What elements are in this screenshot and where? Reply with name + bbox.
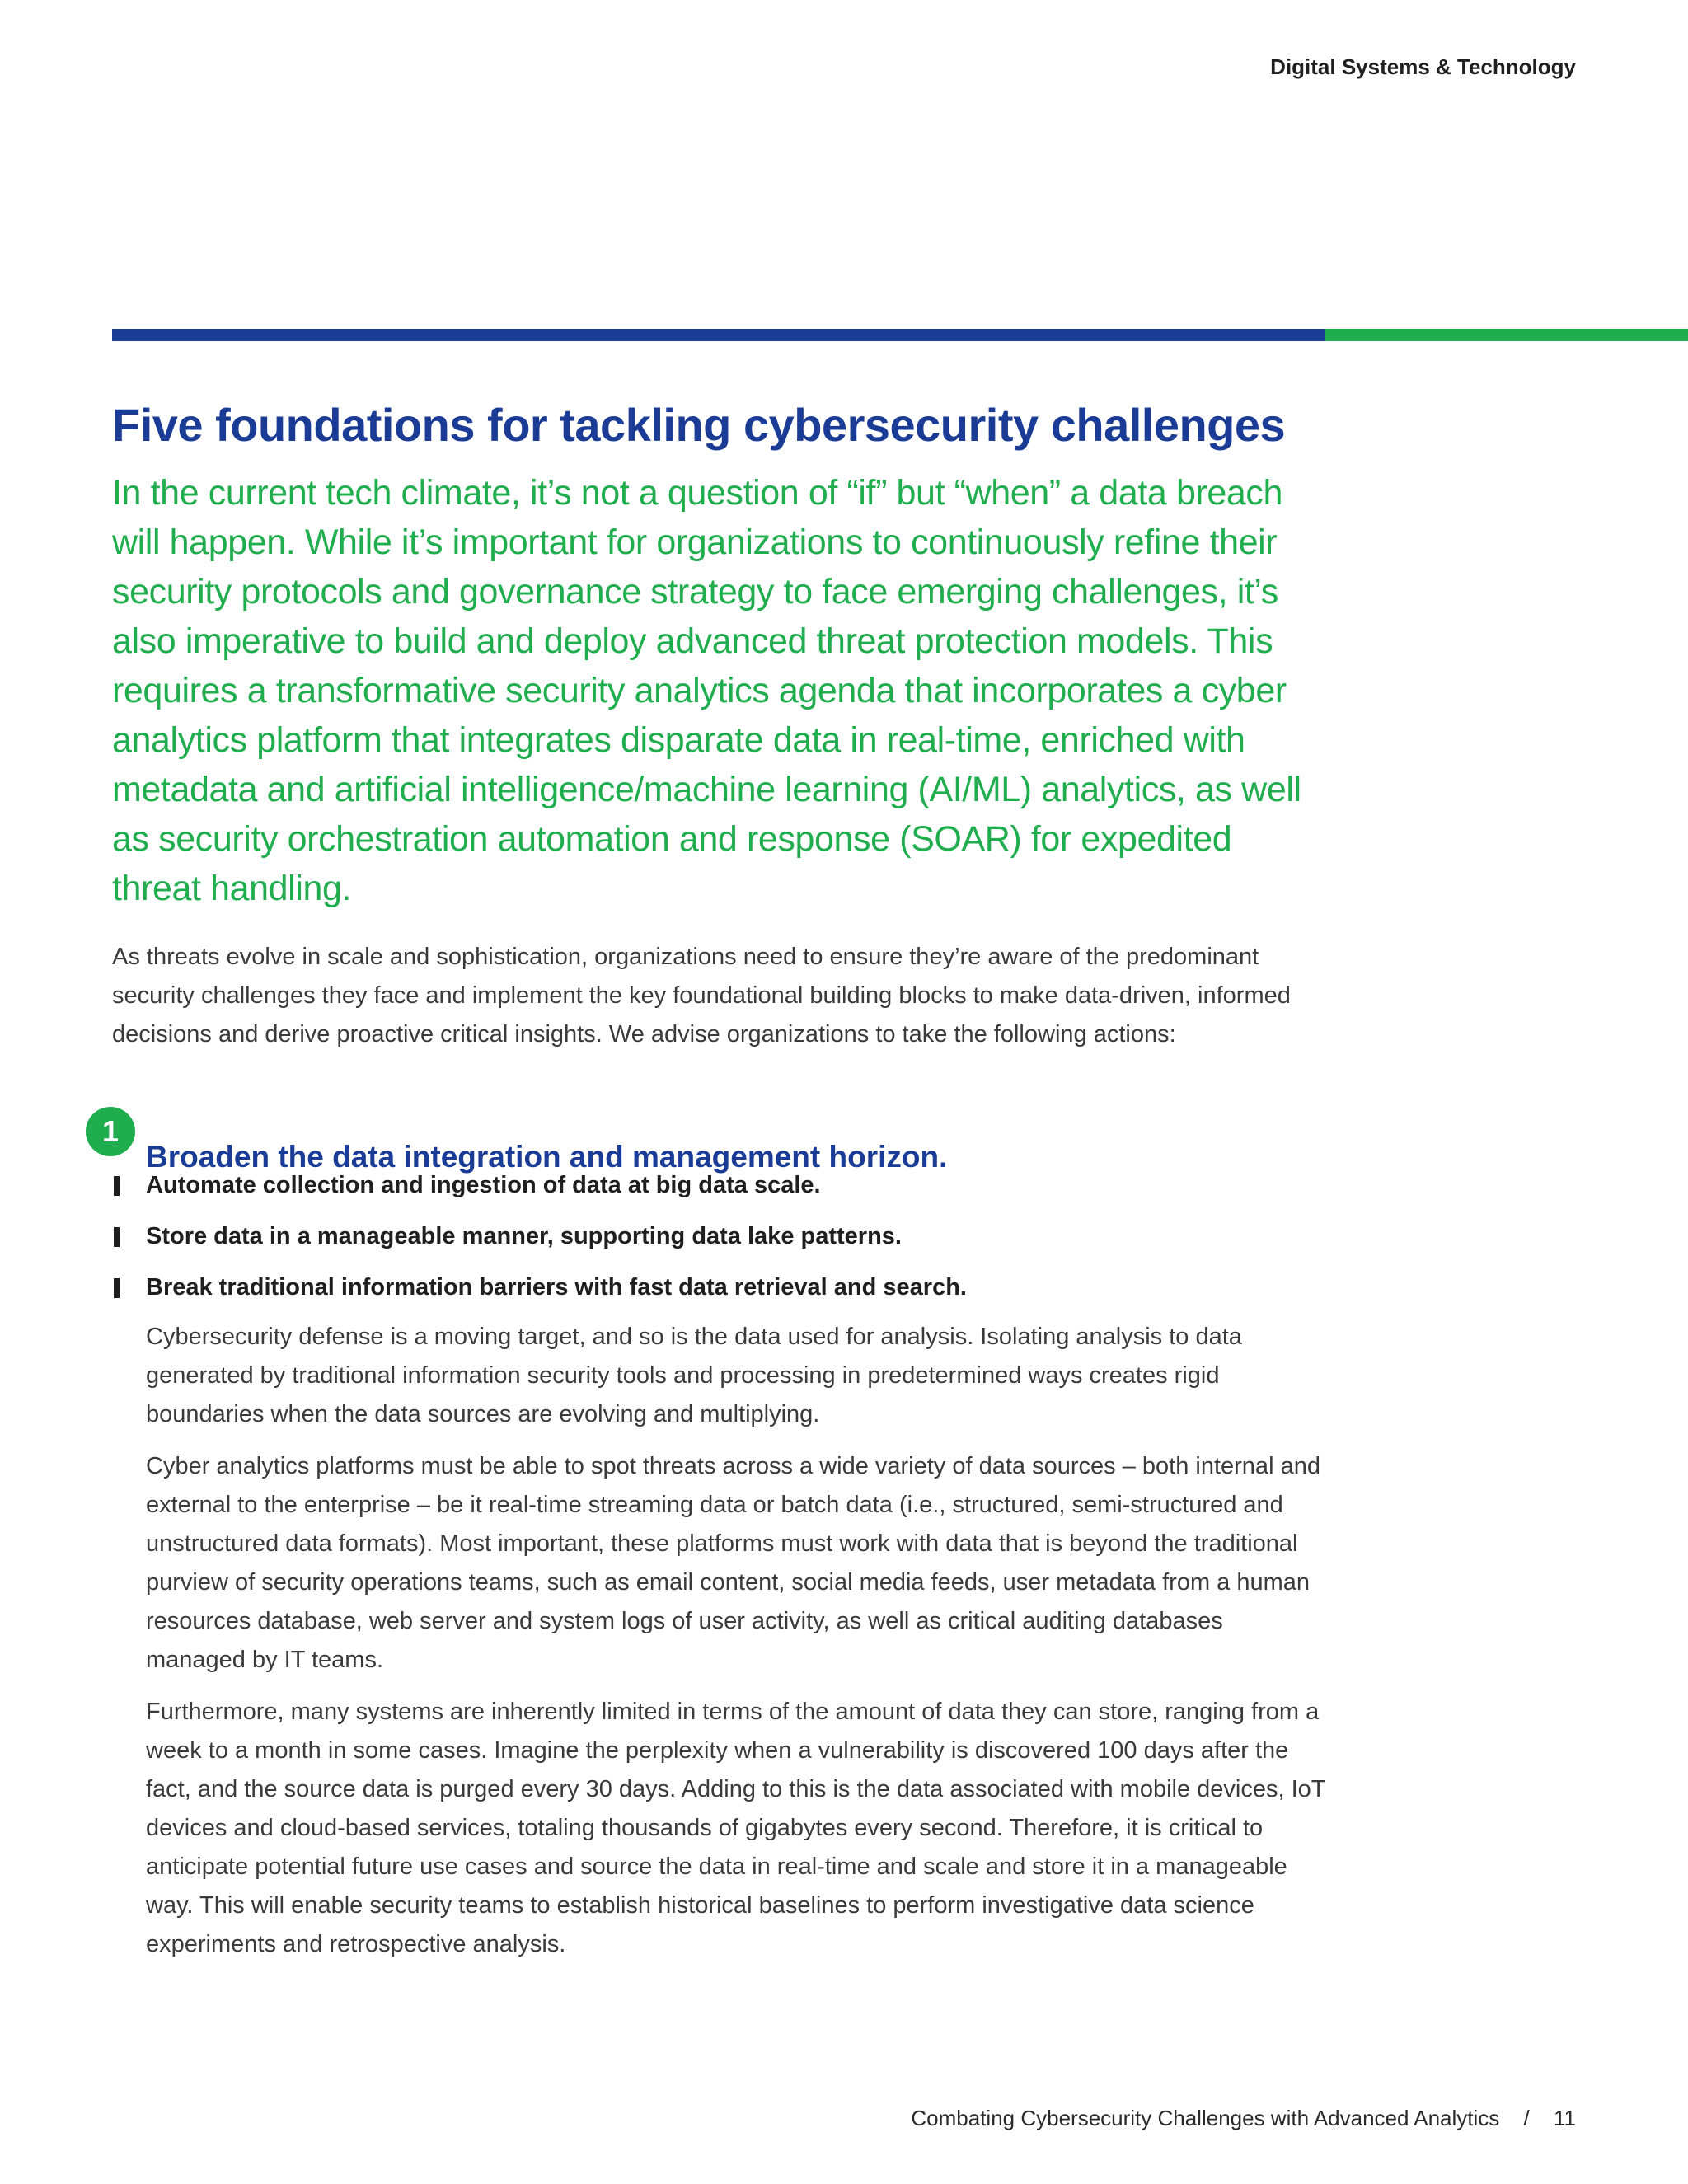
intro-paragraph: As threats evolve in scale and sophistication, organizations need to ensure they’re aware of the predominant security challenges they face and implement the key foundational building blocks to make data-driven, informed decisions and derive proactive critical insights. We advise organizations to take the following actions: xyxy=(112,944,1291,1047)
title-divider-green xyxy=(1325,329,1688,341)
bullet-item xyxy=(112,1160,1325,1211)
footer-document-title: Combating Cybersecurity Challenges with Advanced Analytics xyxy=(911,2106,1500,2130)
section-heading xyxy=(101,1107,1325,1174)
footer-page-number: 11 xyxy=(1554,2106,1576,2130)
page-footer xyxy=(911,2106,1576,2131)
bullet-text: Break traditional information barriers with fast data retrieval and search. xyxy=(146,1274,967,1301)
body-paragraph: Cybersecurity defense is a moving target, and so is the data used for analysis. Isolating analysis to data generated by traditional information security tools and processing in predetermined ways creates rigid boundaries when the data sources are evolving and multiplying. xyxy=(146,1324,1242,1427)
section-number-badge: 1 xyxy=(86,1107,135,1156)
lead-paragraph: In the current tech climate, it’s not a question of “if” but “when” a data breach will happen. While it’s important for organizations to continuously refine their security protocols and governance strategy to face emerging challenges, it’s also imperative to build and deploy advanced threat protection models. This requires a transformative security analytics agenda that incorporates a cyber analytics platform that integrates disparate data in real-time, enriched with metadata and artificial intelligence/machine learning (AI/ML) analytics, as well as security orchestration automation and response (SOAR) for expedited threat handling. xyxy=(112,473,1301,908)
body-paragraph: Furthermore, many systems are inherently limited in terms of the amount of data they can store, ranging from a week to a month in some cases. Imagine the perplexity when a vulnerability is discovered 100 days after the fact, and the source data is purged every 30 days. Adding to this is the data associated with mobile devices, IoT devices and cloud-based services, totaling thousands of gigabytes every second. Therefore, it is critical to anticipate potential future use cases and source the data in real-time and scale and store it in a manageable way. This will enable security teams to establish historical baselines to perform investigative data science experiments and retrospective analysis. xyxy=(146,1699,1325,1957)
body-paragraph: Cyber analytics platforms must be able to spot threats across a wide variety of data sources – both internal and external to the enterprise – be it real-time streaming data or batch data (i.e., structured, semi-structured and unstructured data formats). Most important, these platforms must work with data that is beyond the traditional purview of security operations teams, such as email content, social media feeds, user metadata from a human resources database, web server and system logs of user activity, as well as critical auditing databases managed by IT teams. xyxy=(146,1453,1320,1673)
bullet-marker-icon xyxy=(114,1227,120,1247)
section-title: Broaden the data integration and management horizon. xyxy=(146,1139,948,1174)
header-section-label: Digital Systems & Technology xyxy=(1270,54,1576,79)
main-content xyxy=(101,391,1325,1964)
page-title: Five foundations for tackling cybersecurity challenges xyxy=(112,399,1286,451)
bullet-marker-icon xyxy=(114,1278,120,1298)
bullet-item xyxy=(112,1262,1325,1313)
bullet-marker-icon xyxy=(114,1176,120,1196)
bullet-text: Store data in a manageable manner, supporting data lake patterns. xyxy=(146,1223,902,1249)
bullet-list xyxy=(112,1160,1325,1313)
bullet-text: Automate collection and ingestion of data at big data scale. xyxy=(146,1172,821,1198)
footer-separator: / xyxy=(1523,2106,1530,2130)
bullet-item xyxy=(112,1211,1325,1262)
title-divider-blue xyxy=(112,329,1325,341)
